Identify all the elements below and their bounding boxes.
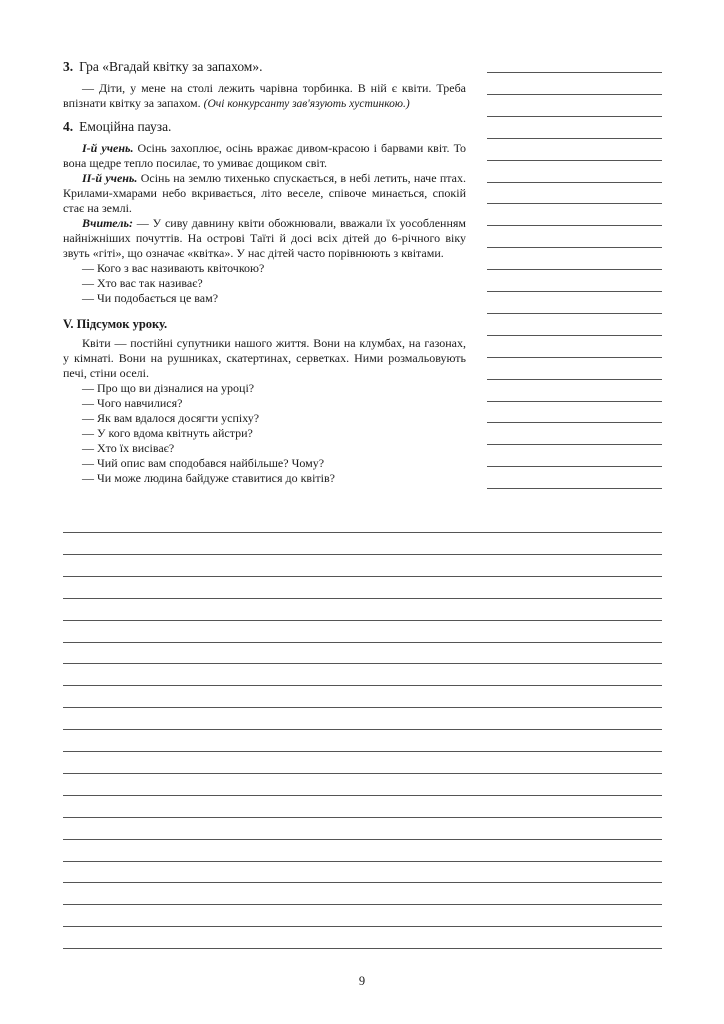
ruled-line [63, 598, 662, 599]
question-item: — У кого вдома квітнуть айстри? [82, 426, 253, 440]
pupil-1-paragraph [63, 141, 466, 171]
ruled-line [63, 861, 662, 862]
question-item: — Про що ви дізналися на уроці? [82, 381, 255, 395]
margin-line [487, 160, 662, 161]
margin-line [487, 182, 662, 183]
section-3-title: Гра «Вгадай квітку за запахом». [79, 59, 263, 74]
pupil-1-speaker: І-й учень. [82, 141, 134, 155]
margin-line [487, 247, 662, 248]
margin-line [487, 225, 662, 226]
ruled-line [63, 707, 662, 708]
ruled-line [63, 882, 662, 883]
ruled-line [63, 532, 662, 533]
margin-line [487, 313, 662, 314]
pupil-1-text: Осінь захоплює, осінь вражає дивом-красою і барвами квіт. То вона щедре тепло посилає, то умиває дощиком світ. [63, 141, 466, 170]
question-item: — Хто вас так називає? [82, 276, 203, 290]
pupil-2-paragraph [63, 171, 466, 216]
section-5-heading: V. Підсумок уроку. [63, 317, 168, 331]
margin-line [487, 72, 662, 73]
teacher-paragraph [63, 216, 466, 261]
ruled-line [63, 576, 662, 577]
section-4-heading [63, 118, 466, 135]
ruled-line [63, 817, 662, 818]
section-3-heading [63, 58, 466, 75]
question-item: — Кого з вас називають квіточкою? [82, 261, 265, 275]
ruled-line [63, 751, 662, 752]
question-item: — Чого навчилися? [82, 396, 183, 410]
ruled-line [63, 904, 662, 905]
question-item: — Чи подобається це вам? [82, 291, 219, 305]
margin-line [487, 269, 662, 270]
ruled-line [63, 554, 662, 555]
margin-line [487, 94, 662, 95]
ruled-line [63, 729, 662, 730]
question-item: — Як вам вдалося досягти успіху? [82, 411, 260, 425]
margin-line [487, 422, 662, 423]
ruled-line [63, 839, 662, 840]
pupil-2-text: Осінь на землю тихенько спускається, в небі летить, наче птах. Крилами-хмарами небо вкривається, літо веселе, співоче минається, спокій стає на землі. [63, 171, 466, 215]
pupil-2-speaker: ІІ-й учень. [82, 171, 138, 185]
teacher-speaker: Вчитель: [82, 216, 133, 230]
margin-line [487, 138, 662, 139]
ruled-line [63, 663, 662, 664]
ruled-line [63, 926, 662, 927]
margin-line [487, 203, 662, 204]
ruled-line [63, 948, 662, 949]
margin-line [487, 357, 662, 358]
question-item: — Чи може людина байдуже ставитися до квітів? [82, 471, 336, 485]
margin-line [487, 379, 662, 380]
section-3-paragraph [63, 81, 466, 112]
ruled-line [63, 685, 662, 686]
margin-line [487, 488, 662, 489]
lesson-text [63, 58, 466, 486]
margin-line [487, 401, 662, 402]
page-number: 9 [358, 974, 366, 988]
section-4-number: 4. [63, 119, 74, 134]
margin-line [487, 444, 662, 445]
margin-line [487, 291, 662, 292]
ruled-line [63, 620, 662, 621]
question-item: — Чий опис вам сподобався найбільше? Чому? [82, 456, 325, 470]
ruled-line [63, 795, 662, 796]
ruled-line [63, 773, 662, 774]
section-3-text: — Діти, у мене на столі лежить чарівна торбинка. В ній є квіти. Треба впізнати квітку за запахом. [63, 81, 466, 110]
teacher-text: — У сиву давнину квіти обожнювали, вважали їх уособленням найніжніших почуттів. На острові Таїті й досі всіх дітей до 6-річного віку звуть «гіті», що означає «квітка». У нас дітей часто порівнюють з квітами. [63, 216, 466, 260]
section-5-paragraph: Квіти — постійні супутники нашого життя. Вони на клумбах, на газонах, у кімнаті. Вони на рушниках, скатертинах, серветках. Ними розмальовують печі, стіни оселі. [63, 336, 466, 380]
section-3-number: 3. [63, 59, 74, 74]
ruled-line [63, 642, 662, 643]
question-item: — Хто їх висіває? [82, 441, 175, 455]
section-3-note: (Очі конкурсанту зав'язують хустинкою.) [203, 98, 410, 110]
margin-line [487, 116, 662, 117]
margin-line [487, 335, 662, 336]
section-4-title: Емоційна пауза. [79, 119, 172, 134]
margin-line [487, 466, 662, 467]
